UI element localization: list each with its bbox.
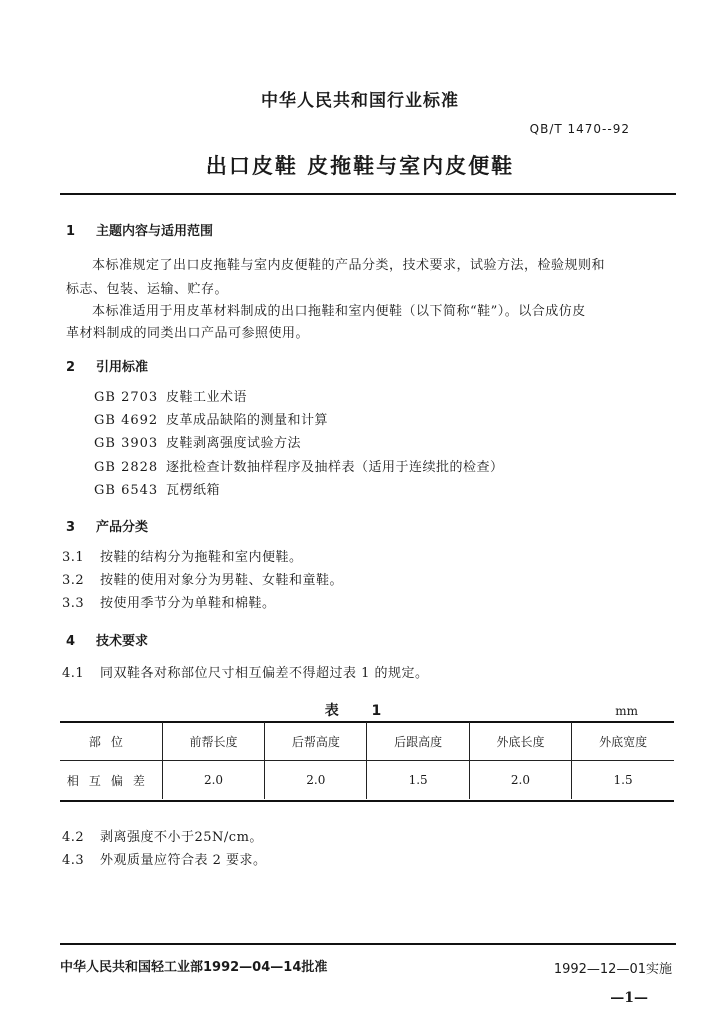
section-number: 4 — [66, 634, 76, 649]
clause-item — [62, 546, 303, 565]
reference-item — [94, 456, 504, 475]
clause-item — [62, 569, 343, 588]
clause-number: 4.1 — [62, 666, 85, 681]
standard-number: QB/T 1470--92 — [529, 122, 630, 136]
section-1-heading — [66, 220, 213, 239]
table-row — [60, 761, 674, 800]
reference-item — [94, 432, 301, 451]
clause-item — [62, 662, 429, 681]
table-cell: 2.0 — [469, 761, 571, 800]
paragraph-line: 本标准适用于用皮革材料制成的出口拖鞋和室内便鞋（以下简称“鞋”）。以合成仿皮 — [92, 304, 586, 319]
reference-code: GB 3903 — [94, 436, 159, 451]
table-cell: 2.0 — [265, 761, 367, 800]
reference-code: GB 2703 — [94, 390, 159, 405]
table-header-cell: 前帮长度 — [162, 722, 264, 761]
section-title: 主题内容与适用范围 — [96, 224, 214, 239]
reference-code: GB 6543 — [94, 483, 159, 498]
clause-number: 3.3 — [62, 596, 85, 611]
clause-text: 按鞋的结构分为拖鞋和室内便鞋。 — [100, 550, 303, 565]
reference-item — [94, 386, 247, 405]
clause-number: 4.3 — [62, 853, 85, 868]
clause-number: 3.1 — [62, 550, 85, 565]
reference-item — [94, 479, 220, 498]
reference-title: 瓦楞纸箱 — [166, 483, 221, 498]
table-header-cell: 后帮高度 — [265, 722, 367, 761]
section-number: 2 — [66, 360, 76, 375]
reference-title: 皮鞋剥离强度试验方法 — [166, 436, 302, 451]
deviation-table — [60, 722, 674, 799]
clause-number: 4.2 — [62, 830, 85, 845]
clause-text: 按鞋的使用对象分为男鞋、女鞋和童鞋。 — [100, 573, 344, 588]
title-divider — [60, 193, 676, 195]
document-title: 出口皮鞋 皮拖鞋与室内皮便鞋 — [205, 154, 515, 178]
reference-title: 皮鞋工业术语 — [166, 390, 248, 405]
reference-code: GB 4692 — [94, 413, 159, 428]
clause-text: 外观质量应符合表 2 要求。 — [100, 853, 267, 868]
table-header-cell: 外底长度 — [469, 722, 571, 761]
table-header-cell: 后跟高度 — [367, 722, 469, 761]
standard-category: 中华人民共和国行业标准 — [261, 91, 459, 111]
clause-text: 按使用季节分为单鞋和棉鞋。 — [100, 596, 276, 611]
clause-item — [62, 849, 267, 868]
section-title: 技术要求 — [96, 634, 149, 649]
page-number: —1— — [610, 990, 648, 1006]
paragraph-line: 革材料制成的同类出口产品可参照使用。 — [66, 326, 310, 341]
table-cell: 相互偏差 — [66, 773, 155, 788]
table-header-cell: 外底宽度 — [572, 722, 674, 761]
table-cell: 1.5 — [367, 761, 469, 800]
section-title: 引用标准 — [96, 360, 149, 375]
table-unit: mm — [615, 704, 638, 718]
section-3-heading — [66, 516, 148, 535]
section-title: 产品分类 — [96, 520, 149, 535]
section-4-heading — [66, 630, 148, 649]
clause-item — [62, 826, 263, 845]
section-number: 1 — [66, 224, 76, 239]
footer-divider — [60, 943, 676, 945]
table-cell: 2.0 — [162, 761, 264, 800]
table-header-cell: 部位 — [60, 722, 162, 761]
approval-statement: 中华人民共和国轻工业部1992—04—14批准 — [60, 960, 328, 975]
clause-number: 3.2 — [62, 573, 85, 588]
clause-text: 剥离强度不小于25N/cm。 — [100, 830, 263, 845]
section-number: 3 — [66, 520, 76, 535]
table-cell: 1.5 — [572, 761, 674, 800]
table-caption: 表 1 — [324, 703, 396, 719]
implementation-date: 1992—12—01实施 — [553, 962, 672, 977]
reference-item — [94, 409, 328, 428]
reference-code: GB 2828 — [94, 460, 159, 475]
table-bottom-rule — [60, 800, 674, 802]
clause-item — [62, 592, 276, 611]
table-header-row — [60, 722, 674, 761]
paragraph-line: 本标准规定了出口皮拖鞋与室内皮便鞋的产品分类，技术要求，试验方法，检验规则和 — [92, 258, 606, 273]
reference-title: 皮革成品缺陷的测量和计算 — [166, 413, 329, 428]
section-2-heading — [66, 356, 148, 375]
paragraph-line: 标志、包装、运输、贮存。 — [66, 282, 229, 297]
clause-text: 同双鞋各对称部位尺寸相互偏差不得超过表 1 的规定。 — [100, 666, 429, 681]
reference-title: 逐批检查计数抽样程序及抽样表（适用于连续批的检查） — [166, 460, 504, 475]
